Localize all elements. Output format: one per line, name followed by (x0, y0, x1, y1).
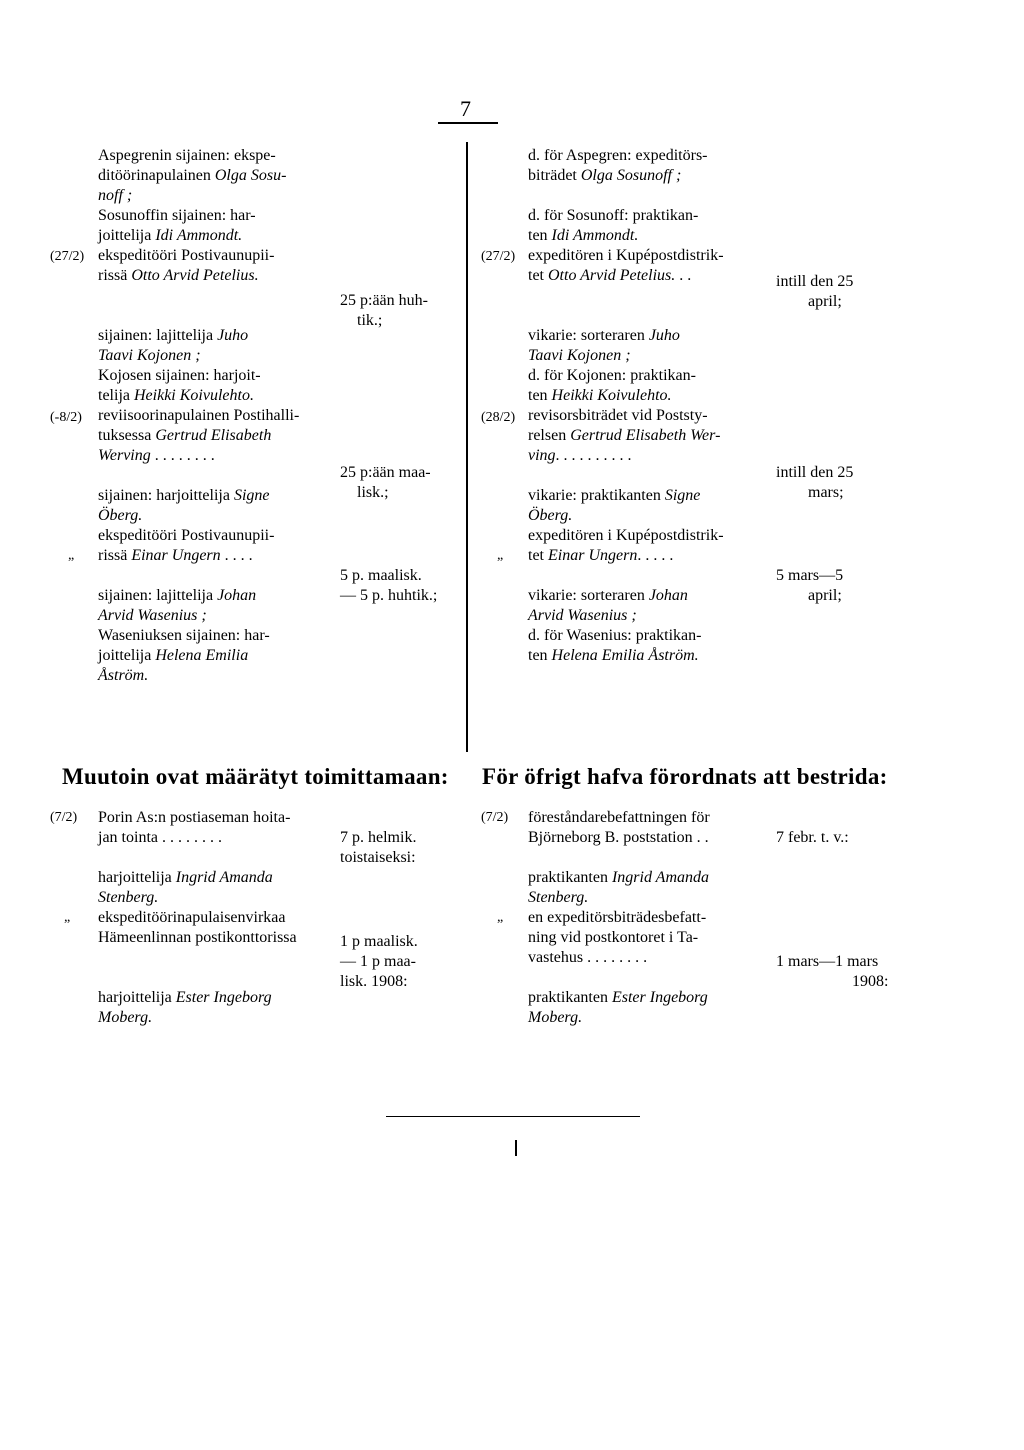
footer-rule (386, 1116, 640, 1117)
date-tl-5: — 5 p. huhtik.; (340, 587, 438, 604)
text-line (528, 948, 768, 968)
line-text: revisorsbiträdet vid Poststy- (528, 407, 708, 424)
marker-tl-0: (27/2) (50, 249, 85, 264)
date-tl-2: 25 p:ään maa- (340, 464, 431, 481)
line-name-italic: Taavi Kojonen ; (528, 347, 631, 364)
text-line (98, 186, 334, 206)
line-name-italic: Einar Ungern (131, 547, 221, 564)
line-name-italic: Helena Emilia Åström. (551, 647, 699, 664)
line-name-italic: Signe (233, 487, 270, 504)
line-leader: . . . . . . . . (583, 949, 648, 966)
page-number: 7 (460, 96, 471, 121)
top-left-text (98, 146, 334, 686)
text-line (528, 186, 768, 206)
text-line (98, 626, 334, 646)
line-leader: . . (675, 267, 692, 284)
marker-bl-1: „ (64, 910, 71, 925)
text-line (528, 828, 768, 848)
line-text: d. för Wasenius: praktikan- (528, 627, 702, 644)
line-name-italic: Olga Sosunoff ; (580, 167, 682, 184)
date-br-2: 1908: (852, 973, 889, 990)
text-line (98, 868, 334, 888)
date-tr-5: april; (808, 587, 842, 604)
text-line (98, 928, 334, 948)
date-tr-2: intill den 25 (776, 464, 854, 481)
marker-tl-1: (-8/2) (50, 410, 82, 425)
column-divider (466, 142, 468, 752)
line-text: expeditören i Kupépostdistrik- (528, 247, 724, 264)
line-text: ten (528, 647, 552, 664)
line-text: vikarie: sorteraren (528, 327, 649, 344)
line-text: ning vid postkontoret i Ta- (528, 929, 699, 946)
line-text: föreståndarebefattningen för (528, 809, 710, 826)
line-text: jan tointa (98, 829, 158, 846)
line-text: d. för Sosunoff: praktikan- (528, 207, 699, 224)
text-line (98, 366, 334, 386)
date-bl-4: lisk. 1908: (340, 973, 408, 990)
line-name-italic: Heikki Koivulehto. (133, 387, 254, 404)
line-name-italic: Ester Ingeborg (611, 989, 708, 1006)
date-tl-0: 25 p:ään huh- (340, 292, 428, 309)
line-name-italic: Stenberg. (528, 889, 589, 906)
line-text: Waseniuksen sijainen: har- (98, 627, 270, 644)
date-br-0: 7 febr. t. v.: (776, 829, 849, 846)
bottom-right-text (528, 808, 768, 1028)
text-line (98, 166, 334, 186)
marker-bl-0: (7/2) (50, 810, 78, 825)
line-text: tuksessa (98, 427, 156, 444)
text-line (528, 626, 768, 646)
line-name-italic: Idi Ammondt. (551, 227, 639, 244)
line-name-italic: Signe (664, 487, 701, 504)
marker-tr-2: „ (497, 548, 504, 563)
text-line (98, 908, 334, 928)
text-line (98, 306, 334, 326)
line-leader: . . . . . . . . (150, 447, 215, 464)
text-line (98, 1008, 334, 1028)
text-line (98, 406, 334, 426)
text-line (98, 566, 334, 586)
text-line (528, 206, 768, 226)
line-text: d. för Aspegren: expeditörs- (528, 147, 708, 164)
line-leader: . . . . . (637, 547, 674, 564)
line-name-italic: Öberg. (528, 507, 573, 524)
line-name-italic: Moberg. (98, 1009, 153, 1026)
text-line (528, 868, 768, 888)
line-text: joittelija (98, 647, 156, 664)
text-line (98, 948, 334, 968)
text-line (98, 326, 334, 346)
date-tr-1: april; (808, 293, 842, 310)
text-line (528, 286, 768, 306)
text-line (528, 446, 768, 466)
marker-tr-0: (27/2) (481, 249, 516, 264)
line-text: sijainen: lajittelija (98, 327, 218, 344)
line-name-italic: Johan (648, 587, 688, 604)
heading-finnish: Muutoin ovat määrätyt toimittamaan: (62, 764, 449, 789)
text-line (528, 326, 768, 346)
line-text: harjoittelija (98, 989, 176, 1006)
text-line (528, 848, 768, 868)
text-line (98, 146, 334, 166)
line-name-italic: Helena Emilia (155, 647, 249, 664)
line-text: ekspeditööri Postivaunupii- (98, 527, 275, 544)
line-name-italic: Werving (98, 447, 151, 464)
line-text: joittelija (98, 227, 156, 244)
line-name-italic: Otto Arvid Petelius. (131, 267, 259, 284)
heading-swedish: För öfrigt hafva förordnats att bestrida: (482, 764, 888, 789)
text-line (98, 988, 334, 1008)
line-leader: . . . . . . . . . . (555, 447, 632, 464)
top-right-text (528, 146, 768, 666)
text-line (98, 888, 334, 908)
line-text: reviisoorinapulainen Postihalli- (98, 407, 300, 424)
marker-br-1: „ (497, 910, 504, 925)
line-text: sijainen: lajittelija (98, 587, 218, 604)
date-bl-1: toistaiseksi: (340, 849, 416, 866)
line-text: d. för Kojonen: praktikan- (528, 367, 696, 384)
text-line (528, 546, 768, 566)
line-text: Björneborg B. poststation (528, 829, 693, 846)
text-line (528, 166, 768, 186)
line-text: praktikanten (528, 869, 612, 886)
line-name-italic: Heikki Koivulehto. (551, 387, 672, 404)
line-text: Aspegrenin sijainen: ekspe- (98, 147, 276, 164)
text-line (98, 606, 334, 626)
line-text: ten (528, 227, 552, 244)
date-br-1: 1 mars—1 mars (776, 953, 879, 970)
text-line (528, 266, 768, 286)
text-line (528, 406, 768, 426)
text-line (528, 988, 768, 1008)
header-rule (438, 122, 498, 124)
text-line (528, 928, 768, 948)
line-text: ekspeditöörinapulaisenvirkaa (98, 909, 286, 926)
text-line (98, 226, 334, 246)
text-line (528, 606, 768, 626)
bottom-left-text (98, 808, 334, 1028)
marker-tl-2: „ (68, 548, 75, 563)
text-line (98, 286, 334, 306)
text-line (98, 346, 334, 366)
line-name-italic: Gertrud Elisabeth (155, 427, 272, 444)
text-line (528, 146, 768, 166)
text-line (98, 426, 334, 446)
line-text: ekspeditööri Postivaunupii- (98, 247, 275, 264)
line-text: vikarie: praktikanten (528, 487, 665, 504)
text-line (98, 246, 334, 266)
text-line (98, 546, 334, 566)
text-line (98, 586, 334, 606)
text-line (98, 526, 334, 546)
line-name-italic: Ester Ingeborg (175, 989, 272, 1006)
text-line (528, 226, 768, 246)
text-line (528, 808, 768, 828)
text-line (528, 246, 768, 266)
line-name-italic: Juho (648, 327, 680, 344)
text-line (528, 466, 768, 486)
line-name-italic: Einar Ungern (548, 547, 638, 564)
line-text: Sosunoffin sijainen: har- (98, 207, 256, 224)
line-name-italic: Åström. (98, 667, 149, 684)
line-name-italic: Johan (217, 587, 257, 604)
line-text: praktikanten (528, 989, 612, 1006)
text-line (98, 968, 334, 988)
marker-br-0: (7/2) (481, 810, 509, 825)
marker-tr-1: (28/2) (481, 410, 516, 425)
line-name-italic: Taavi Kojonen ; (98, 347, 201, 364)
line-text: tet (528, 547, 548, 564)
line-name-italic: Stenberg. (98, 889, 159, 906)
line-name-italic: Gertrud Elisabeth Wer- (570, 427, 721, 444)
date-bl-3: — 1 p maa- (340, 953, 416, 970)
line-leader: . . . . (220, 547, 253, 564)
date-bl-0: 7 p. helmik. (340, 829, 417, 846)
line-text: ditöörinapulainen (98, 167, 215, 184)
line-text: ten (528, 387, 552, 404)
line-text: expeditören i Kupépostdistrik- (528, 527, 724, 544)
line-text: rissä (98, 547, 132, 564)
text-line (528, 506, 768, 526)
text-line (98, 506, 334, 526)
date-tr-0: intill den 25 (776, 273, 854, 290)
line-name-italic: Arvid Wasenius ; (528, 607, 637, 624)
text-line (98, 266, 334, 286)
line-name-italic: Ingrid Amanda (611, 869, 710, 886)
text-line (98, 386, 334, 406)
text-line (98, 646, 334, 666)
line-name-italic: Moberg. (528, 1009, 583, 1026)
line-text: biträdet (528, 167, 581, 184)
date-tr-4: 5 mars—5 (776, 567, 844, 584)
text-line (528, 386, 768, 406)
line-name-italic: ving (528, 447, 556, 464)
line-text: rissä (98, 267, 132, 284)
line-text: relsen (528, 427, 571, 444)
text-line (528, 908, 768, 928)
text-line (528, 1008, 768, 1028)
date-tl-3: lisk.; (357, 484, 389, 501)
line-text: Kojosen sijainen: harjoit- (98, 367, 261, 384)
line-text: sijainen: harjoittelija (98, 487, 234, 504)
text-line (528, 486, 768, 506)
line-name-italic: Otto Arvid Petelius. (548, 267, 676, 284)
text-line (528, 586, 768, 606)
text-line (98, 808, 334, 828)
line-name-italic: Olga Sosu- (214, 167, 287, 184)
line-text: Hämeenlinnan postikonttorissa (98, 929, 297, 946)
line-name-italic: Arvid Wasenius ; (98, 607, 207, 624)
text-line (528, 888, 768, 908)
date-tl-1: tik.; (357, 312, 383, 329)
text-line (528, 426, 768, 446)
text-line (528, 566, 768, 586)
text-line (528, 646, 768, 666)
line-text: en expeditörsbiträdesbefatt- (528, 909, 707, 926)
date-tr-3: mars; (808, 484, 844, 501)
text-line (98, 446, 334, 466)
line-text: harjoittelija (98, 869, 176, 886)
print-mark (515, 1140, 517, 1156)
line-leader: . . (692, 829, 709, 846)
line-text: vastehus (528, 949, 584, 966)
text-line (528, 526, 768, 546)
text-line (98, 848, 334, 868)
line-text: tet (528, 267, 548, 284)
line-name-italic: Juho (217, 327, 249, 344)
text-line (528, 306, 768, 326)
text-line (528, 366, 768, 386)
line-name-italic: noff ; (98, 187, 133, 204)
text-line (98, 666, 334, 686)
line-text: telija (98, 387, 134, 404)
text-line (528, 346, 768, 366)
text-line (98, 466, 334, 486)
line-text: vikarie: sorteraren (528, 587, 649, 604)
line-leader: . . . . . . . . (157, 829, 222, 846)
text-line (98, 486, 334, 506)
text-line (98, 828, 334, 848)
line-name-italic: Idi Ammondt. (155, 227, 243, 244)
line-name-italic: Öberg. (98, 507, 143, 524)
text-line (528, 968, 768, 988)
date-tl-4: 5 p. maalisk. (340, 567, 422, 584)
line-text: Porin As:n postiaseman hoita- (98, 809, 291, 826)
text-line (98, 206, 334, 226)
date-bl-2: 1 p maalisk. (340, 933, 418, 950)
line-name-italic: Ingrid Amanda (175, 869, 273, 886)
